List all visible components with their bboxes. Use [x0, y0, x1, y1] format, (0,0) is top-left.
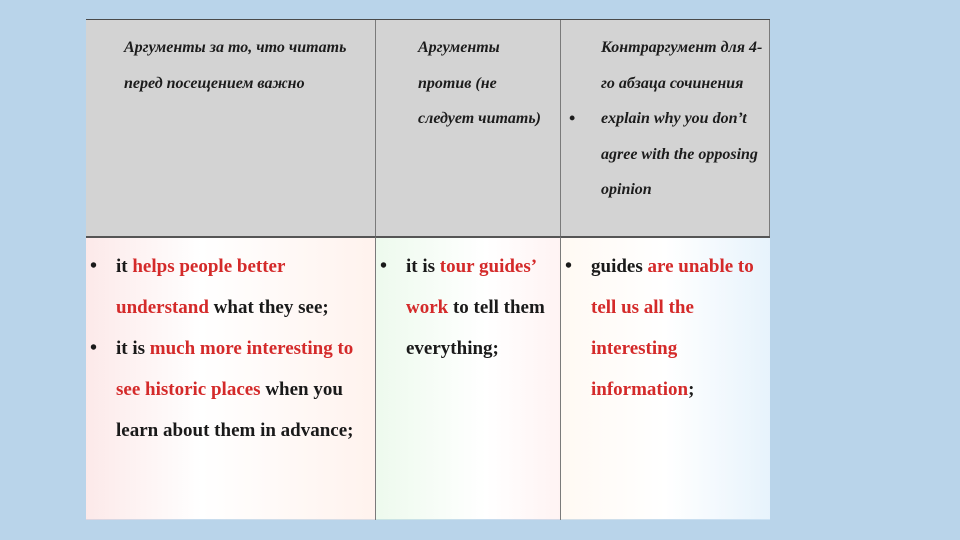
header-arguments-for [86, 20, 376, 236]
cell-arguments-against [376, 236, 561, 520]
cell-counterargument [561, 236, 770, 520]
plain-text: guides [591, 256, 648, 277]
plain-text: what they see; [208, 297, 329, 318]
header-arguments-against [376, 20, 561, 236]
header-arguments-against-text: Аргументы против (не следует читать) [418, 39, 542, 127]
arguments-for-list [116, 246, 369, 451]
cell-arguments-for [86, 236, 376, 520]
emphasis-text: much more interesting to see historic places [116, 338, 354, 400]
plain-text: to tell them everything; [406, 297, 545, 359]
slide-panel [86, 19, 770, 519]
header-counterargument [561, 20, 770, 236]
header-arguments-for-text: Аргументы за то, что читать перед посещением важно [124, 39, 347, 92]
plain-text: it is [116, 338, 150, 359]
emphasis-text: helps people better understand [116, 256, 286, 318]
plain-text: it [116, 256, 133, 277]
arguments-table [86, 19, 770, 520]
counterargument-list [591, 246, 764, 410]
emphasis-text: are unable to tell us all the interesting information [591, 256, 754, 400]
list-item [116, 328, 369, 451]
header-counterargument-list [601, 101, 763, 208]
plain-text: it is [406, 256, 440, 277]
list-item [591, 246, 764, 410]
plain-text: ; [688, 379, 695, 400]
list-item [116, 246, 369, 328]
arguments-against-list [406, 246, 554, 369]
plain-text: when you learn about them in advance; [116, 379, 354, 441]
header-counterargument-text: Контраргумент для 4-го абзаца сочинения [601, 39, 763, 92]
header-counterargument-bullet: • explain why you don’t agree with the opposing opinion [601, 101, 763, 208]
emphasis-text: tour guides’ work [406, 256, 536, 318]
list-item [406, 246, 554, 369]
